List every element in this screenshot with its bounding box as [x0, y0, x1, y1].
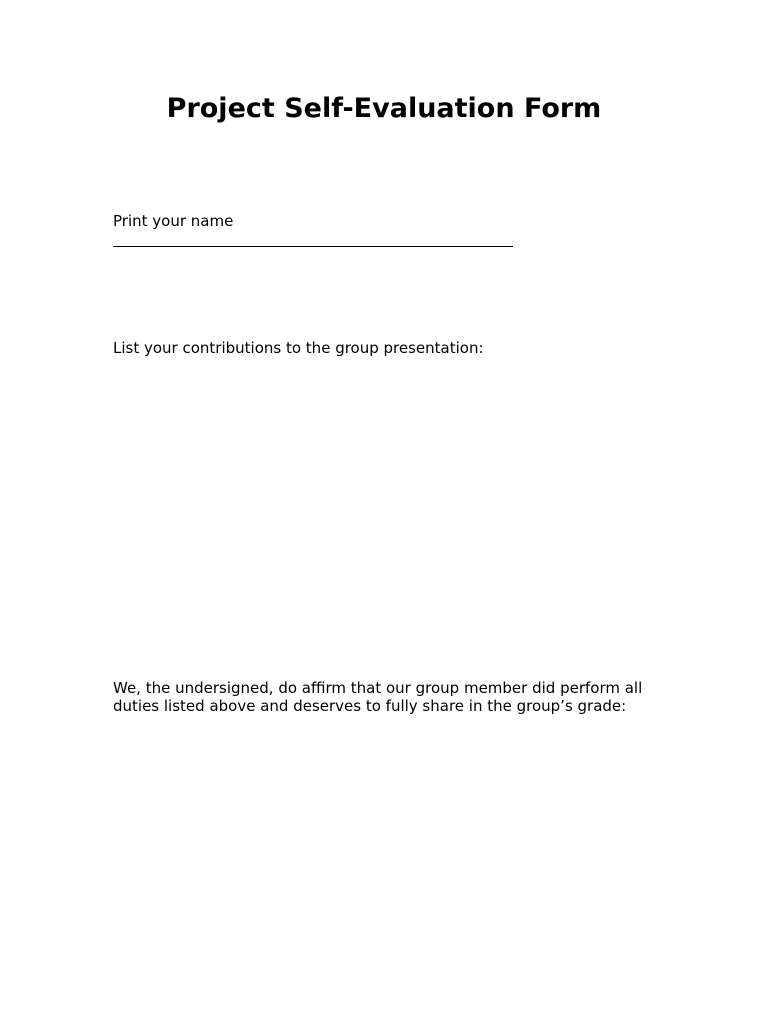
affirmation-statement: We, the undersigned, do affirm that our group member did perform all duties listed above and deserves to fully share in the group’s grade: [113, 679, 643, 715]
contributions-prompt: List your contributions to the group presentation: [113, 339, 484, 357]
page-title: Project Self-Evaluation Form [166, 93, 602, 124]
name-signature-line [113, 246, 513, 247]
name-prompt: Print your name [113, 212, 234, 230]
